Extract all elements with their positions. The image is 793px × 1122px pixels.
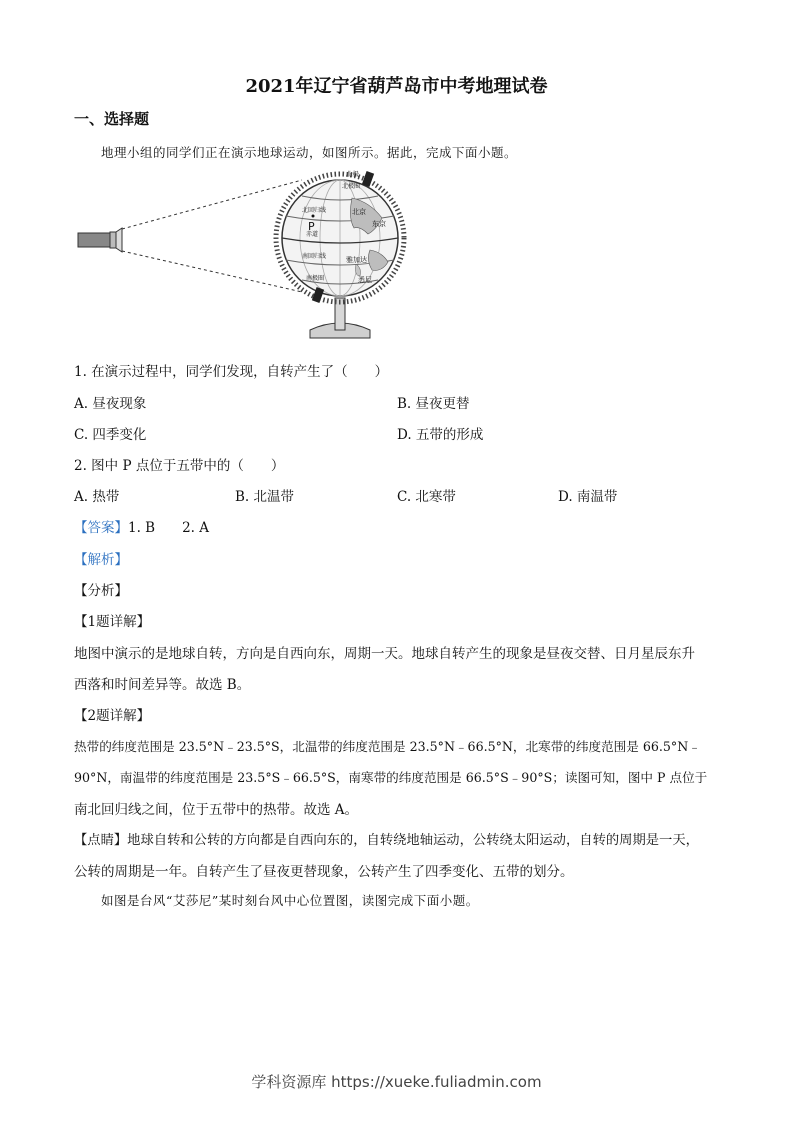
label-beijing: 北京 bbox=[352, 208, 366, 216]
q1-detail-line-1: 地图中演示的是地球自转，方向是自西向东，周期一天。地球自转产生的现象是昼夜交替、日月星辰东升 bbox=[74, 646, 695, 662]
label-antarctic-circle: 南极圈 bbox=[306, 275, 325, 282]
label-arctic-circle: 北极圈 bbox=[342, 183, 361, 190]
answer-line bbox=[74, 516, 209, 536]
globe-flashlight-figure bbox=[70, 168, 410, 346]
answer-text: 1. B 2. A bbox=[128, 520, 210, 536]
label-tropic-capricorn: 南回归线 bbox=[302, 253, 327, 260]
label-p: P bbox=[308, 220, 315, 233]
label-equator: 赤道 bbox=[306, 231, 319, 238]
label-north-pole: 北极 bbox=[346, 170, 359, 178]
dianjing-line-1: 【点睛】地球自转和公转的方向都是自西向东的，自转绕地轴运动，公转绕太阳运动，自转的周期是一天， bbox=[74, 833, 699, 848]
label-jakarta: 雅加达 bbox=[346, 256, 367, 264]
label-tropic-cancer: 北回归线 bbox=[302, 207, 327, 214]
q2-option-c: C. 北寒带 bbox=[397, 489, 456, 505]
q1-stem: 1. 在演示过程中，同学们发现，自转产生了（ ） bbox=[74, 364, 389, 380]
analysis-tag: 【解析】 bbox=[74, 552, 128, 568]
label-tokyo: 东京 bbox=[372, 220, 386, 228]
fenxi-tag: 【分析】 bbox=[74, 583, 128, 599]
intro-text-2: 如图是台风“艾莎尼”某时刻台风中心位置图，读图完成下面小题。 bbox=[101, 893, 479, 908]
q1-option-a: A. 昼夜现象 bbox=[74, 396, 147, 412]
page-title: 2021年辽宁省葫芦岛市中考地理试卷 bbox=[245, 76, 548, 97]
label-sydney: 悉尼 bbox=[358, 276, 372, 284]
q2-stem: 2. 图中 P 点位于五带中的（ ） bbox=[74, 458, 285, 474]
q2-detail-line-1: 热带的纬度范围是 23.5°N﹣23.5°S，北温带的纬度范围是 23.5°N﹣66.5°N，北寒带的纬度范围是 66.5°N﹣ bbox=[74, 739, 701, 754]
q1-detail-tag: 【1题详解】 bbox=[74, 614, 151, 630]
q2-detail-tag: 【2题详解】 bbox=[74, 708, 151, 724]
answer-tag: 【答案】 bbox=[74, 520, 128, 536]
q2-option-d: D. 南温带 bbox=[558, 489, 618, 505]
q2-detail-line-2: 90°N，南温带的纬度范围是 23.5°S﹣66.5°S，南寒带的纬度范围是 66.5°S﹣90°S；读图可知，图中 P 点位于 bbox=[74, 770, 708, 785]
q1-option-d: D. 五带的形成 bbox=[397, 427, 484, 443]
section-heading: 一、选择题 bbox=[74, 110, 150, 128]
q1-detail-line-2: 西落和时间差异等。故选 B。 bbox=[74, 677, 251, 693]
dianjing-line-2: 公转的周期是一年。自转产生了昼夜更替现象，公转产生了四季变化、五带的划分。 bbox=[74, 864, 574, 880]
flashlight-icon bbox=[78, 228, 122, 252]
q2-option-b: B. 北温带 bbox=[235, 489, 295, 505]
footer-watermark: 学科资源库 https://xueke.fuliadmin.com bbox=[251, 1073, 542, 1091]
point-p-marker bbox=[312, 215, 315, 218]
intro-text-1: 地理小组的同学们正在演示地球运动，如图所示。据此，完成下面小题。 bbox=[101, 145, 518, 160]
q2-detail-line-3: 南北回归线之间，位于五带中的热带。故选 A。 bbox=[74, 802, 359, 818]
q1-option-b: B. 昼夜更替 bbox=[397, 396, 470, 412]
q1-option-c: C. 四季变化 bbox=[74, 427, 147, 443]
q2-option-a: A. 热带 bbox=[74, 489, 120, 505]
